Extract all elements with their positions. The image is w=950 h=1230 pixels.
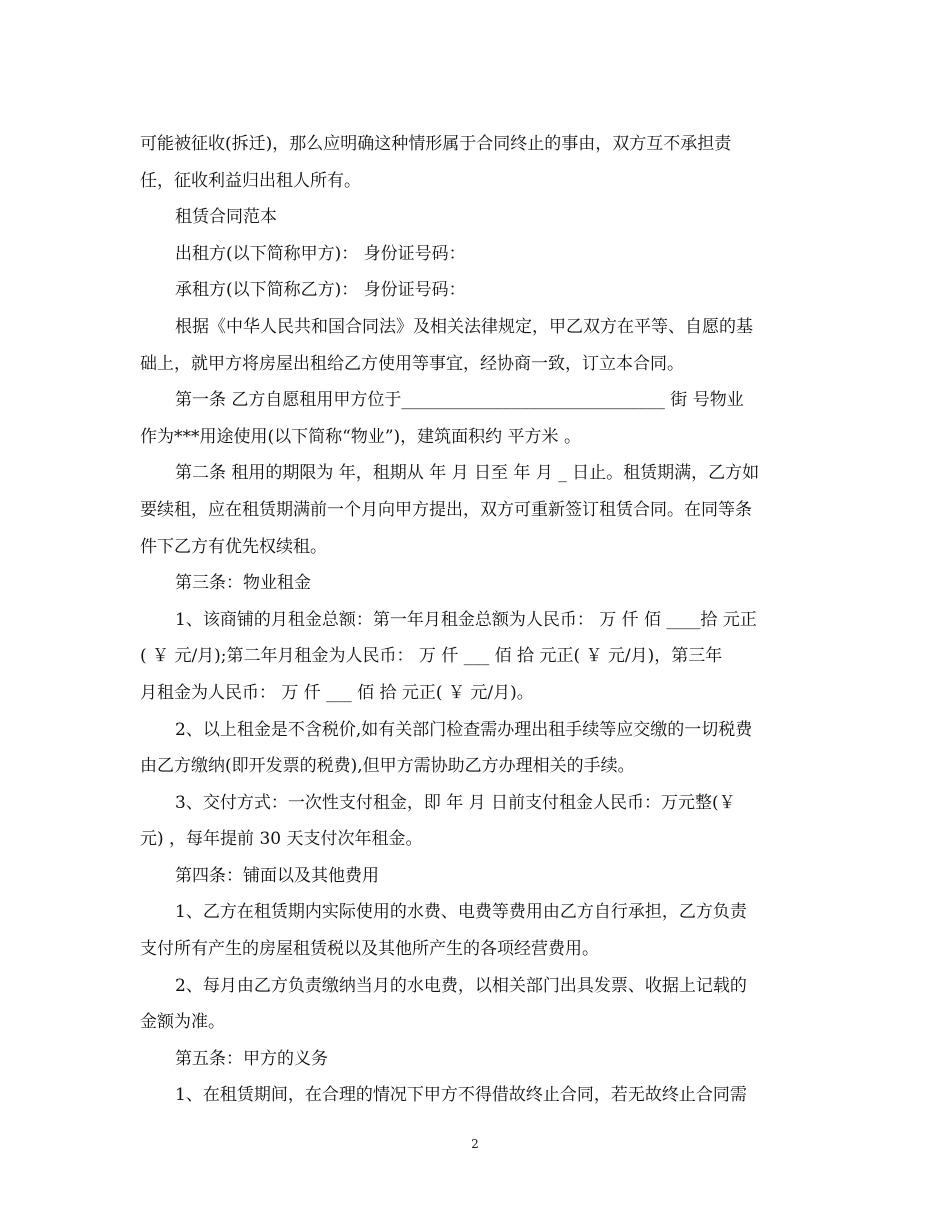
document-body [140,126,812,1114]
article-2-line: 第二条 租用的期限为 年，租期从 年 月 日至 年 月 _ 日止。租赁期满，乙方如 [175,463,760,484]
text-line: 金额为准。 [140,1012,225,1033]
article-5-heading: 第五条：甲方的义务 [175,1048,328,1069]
text-line: 2、以上租金是不含税价,如有关部门检查需办理出租手续等应交缴的一切税费 [175,719,753,740]
text-line: 月租金为人民币： 万 仟 ___ 佰 拾 元正( ￥ 元/月)。 [140,682,534,703]
text-line: 可能被征收(拆迁)，那么应明确这种情形属于合同终止的事由，双方互不承担责 [140,134,732,154]
text-line: 3、交付方式：一次性支付租金，即 年 月 日前支付租金人民币：万元整(￥ [175,792,736,813]
text-line: 根据《中华人民共和国合同法》及相关法律规定，甲乙双方在平等、自愿的基 [175,316,753,337]
text-line: 任，征收利益归出租人所有。 [140,170,361,191]
article-1-line: 第一条 乙方自愿租用甲方位于_______________________________ 街 号物业 [175,390,744,411]
lessor-line: 出租方(以下简称甲方)： 身份证号码： [175,243,466,264]
text-line: 2、每月由乙方负责缴纳当月的水电费，以相关部门出具发票、收据上记载的 [175,975,747,996]
text-line: 1、乙方在租赁期内实际使用的水费、电费等费用由乙方自行承担，乙方负责 [175,902,747,923]
article-4-heading: 第四条：铺面以及其他费用 [175,865,379,886]
text-line: 础上，就甲方将房屋出租给乙方使用等事宜，经协商一致，订立本合同。 [140,353,684,374]
text-line: 元) ，每年提前 30 天支付次年租金。 [140,829,423,850]
lessee-line: 承租方(以下简称乙方)： 身份证号码： [175,280,466,301]
article-3-heading: 第三条：物业租金 [175,573,311,594]
text-line: 支付所有产生的房屋租赁税以及其他所产生的各项经营费用。 [140,939,599,960]
text-line: 1、该商铺的月租金总额：第一年月租金总额为人民币： 万 仟 佰 ____拾 元正 [175,609,757,630]
contract-heading: 租赁合同范本 [175,207,277,228]
page-number: 2 [471,1137,479,1151]
text-line: 作为***用途使用(以下简称“物业”)，建筑面积约 平方米 。 [140,426,581,447]
text-line: 件下乙方有优先权续租。 [140,536,327,557]
text-line: ( ￥ 元/月);第二年月租金为人民币： 万 仟 ___ 佰 拾 元正( ￥ 元/月)，第三年 [140,646,723,667]
text-line: 由乙方缴纳(即开发票的税费),但甲方需协助乙方办理相关的手续。 [140,756,635,777]
text-line: 1、在租赁期间，在合理的情况下甲方不得借故终止合同，若无故终止合同需 [175,1085,747,1106]
text-line: 要续租，应在租赁期满前一个月向甲方提出，双方可重新签订租赁合同。在同等条 [140,499,752,520]
